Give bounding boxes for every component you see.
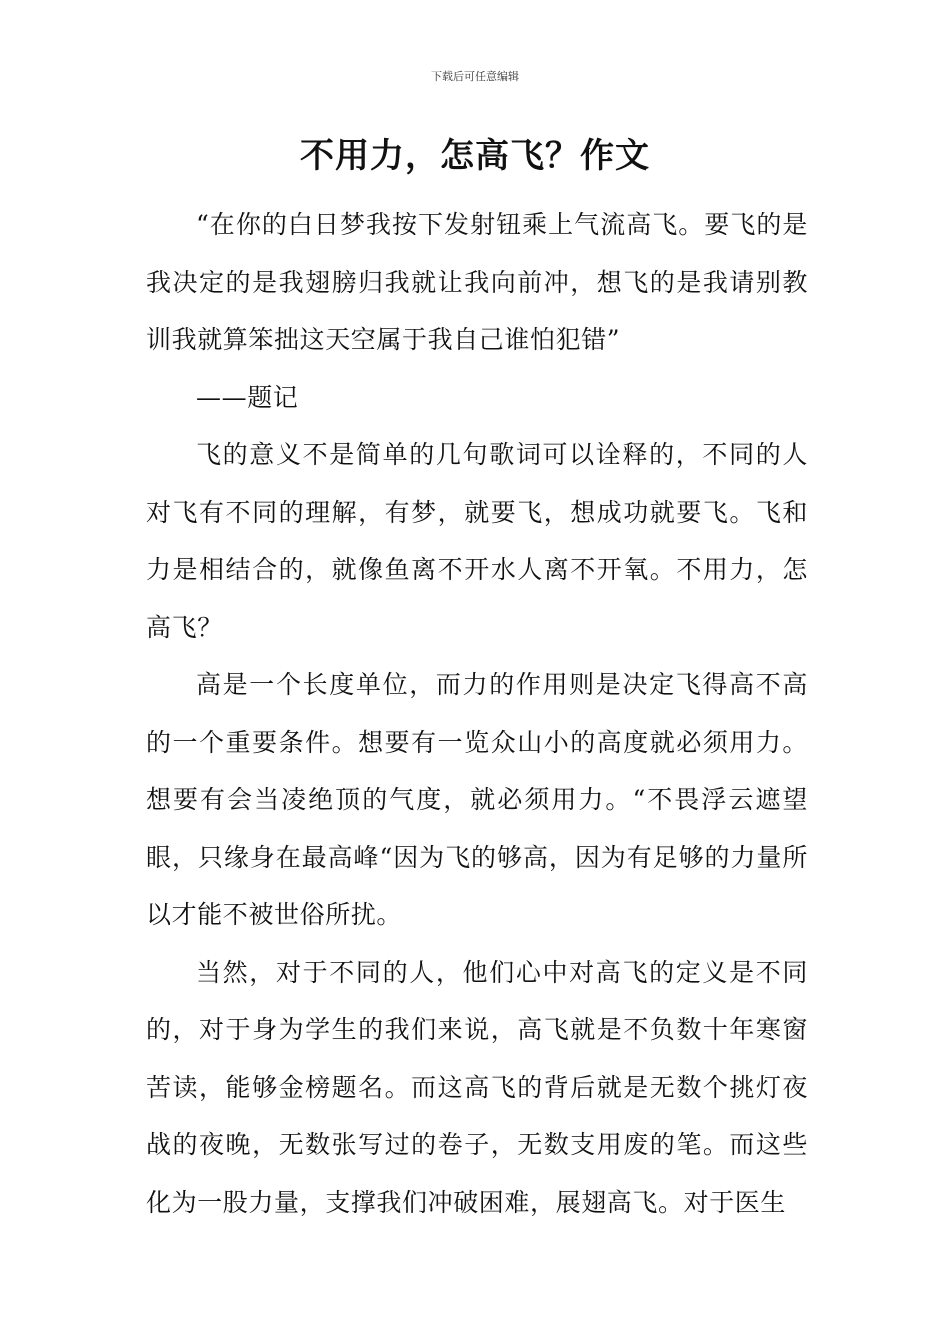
header-note: 下载后可任意编辑 — [431, 70, 519, 83]
document-title: 不用力，怎高飞？作文 — [300, 136, 650, 176]
paragraph: 高是一个长度单位，而力的作用则是决定飞得高不高的一个重要条件。想要有一览众山小的高度就必须用力。想要有会当凌绝顶的气度，就必须用力。“不畏浮云遮望眼，只缘身在最高峰“因为飞的够高，因为有足够的力量所以才能不被世俗所扰。 — [146, 670, 808, 929]
paragraph: 飞的意义不是简单的几句歌词可以诠释的，不同的人对飞有不同的理解，有梦，就要飞，想成功就要飞。飞和力是相结合的，就像鱼离不开水人离不开氧。不用力，怎高飞？ — [146, 440, 808, 642]
epigraph-source: ——题记 — [196, 382, 299, 412]
document-body — [146, 196, 808, 1231]
epigraph: “在你的白日梦我按下发射钮乘上气流高飞。要飞的是我决定的是我翅膀归我就让我向前冲，想飞的是我请别教训我就算笨拙这天空属于我自己谁怕犯错” — [146, 210, 808, 354]
paragraph: 当然，对于不同的人，他们心中对高飞的定义是不同的，对于身为学生的我们来说，高飞就是不负数十年寒窗苦读，能够金榜题名。而这高飞的背后就是无数个挑灯夜战的夜晚，无数张写过的卷子，无数支用废的笔。而这些化为一股力量，支撑我们冲破困难，展翅高飞。对于医生 — [146, 957, 808, 1217]
